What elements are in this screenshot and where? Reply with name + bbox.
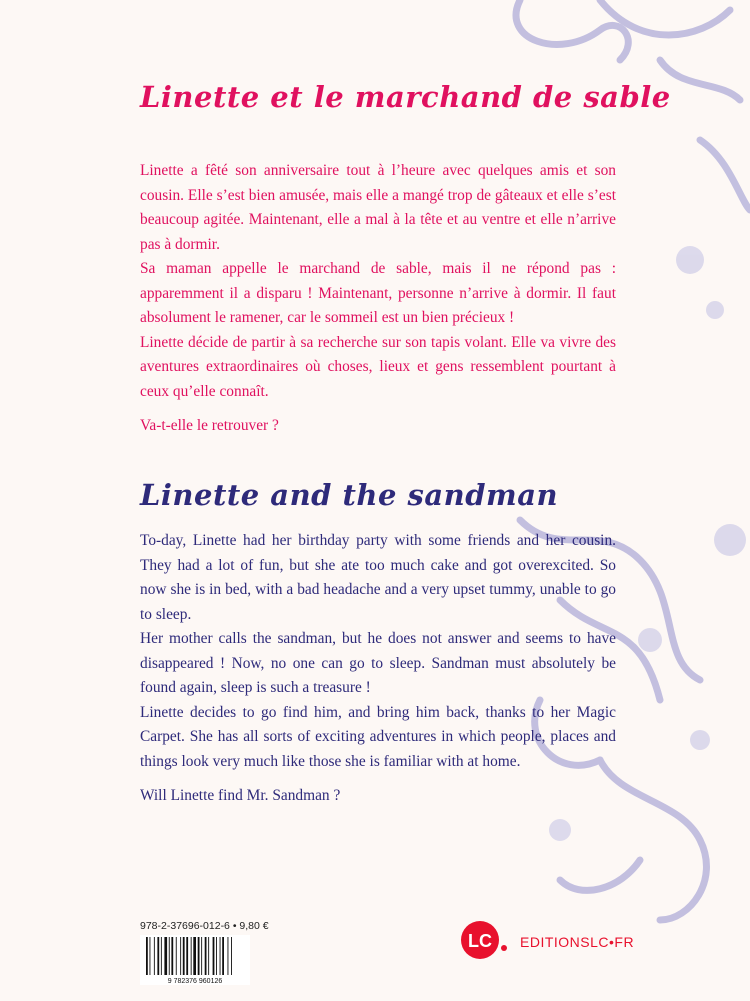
english-paragraph-1: To-day, Linette had her birthday party with some friends and her cousin. They had a lot of fun, but she ate too much cake and got overexcited. So now she is in bed, with a bad headache and a very upset tummy, unable to go to sleep. <box>140 532 616 623</box>
french-title: Linette et le marchand de sable <box>140 80 671 114</box>
english-summary <box>140 529 616 809</box>
french-question: Va-t-elle le retrouver ? <box>140 417 279 434</box>
logo-mark: LC <box>468 931 492 951</box>
english-title: Linette and the sandman <box>140 478 559 512</box>
isbn-barcode <box>140 935 250 985</box>
english-question: Will Linette find Mr. Sandman ? <box>140 787 341 804</box>
barcode-digits: 9 782376 960126 <box>167 978 223 985</box>
english-paragraph-3: Linette decides to go find him, and bring him back, thanks to her Magic Carpet. She has all sorts of exciting adventures in which people, places and things look very much like those she is familiar with at home. <box>140 703 616 770</box>
french-paragraph-3: Linette décide de partir à sa recherche sur son tapis volant. Elle va vivre des aventures extraordinaires où choses, lieux et gens ressemblent pourtant à ceux qu’elle connaît. <box>140 333 616 400</box>
english-paragraph-2: Her mother calls the sandman, but he does not answer and seems to have disappeared ! Now, no one can go to sleep. Sandman must absolutely be found again, sleep is such a treasure ! <box>140 630 616 696</box>
isbn-price: 978-2-37696-012-6 • 9,80 € <box>140 920 269 932</box>
french-paragraph-1: Linette a fêté son anniversaire tout à l’heure avec quelques amis et son cousin. Elle s’est bien amusée, mais elle a mangé trop de gâteaux et elle s’est beaucoup agitée. Maintenant, elle a mal à la tête et au ventre et elle n’arrive pas à dormir. <box>140 162 616 253</box>
french-paragraph-2: Sa maman appelle le marchand de sable, mais il ne répond pas : apparemment il a disparu ! Maintenant, personne n’arrive à dormir. Il faut absolument le ramener, car le sommeil est un bien précieux ! <box>140 260 616 326</box>
publisher-website: EDITIONSLC•FR <box>520 934 635 950</box>
french-summary <box>140 159 616 439</box>
